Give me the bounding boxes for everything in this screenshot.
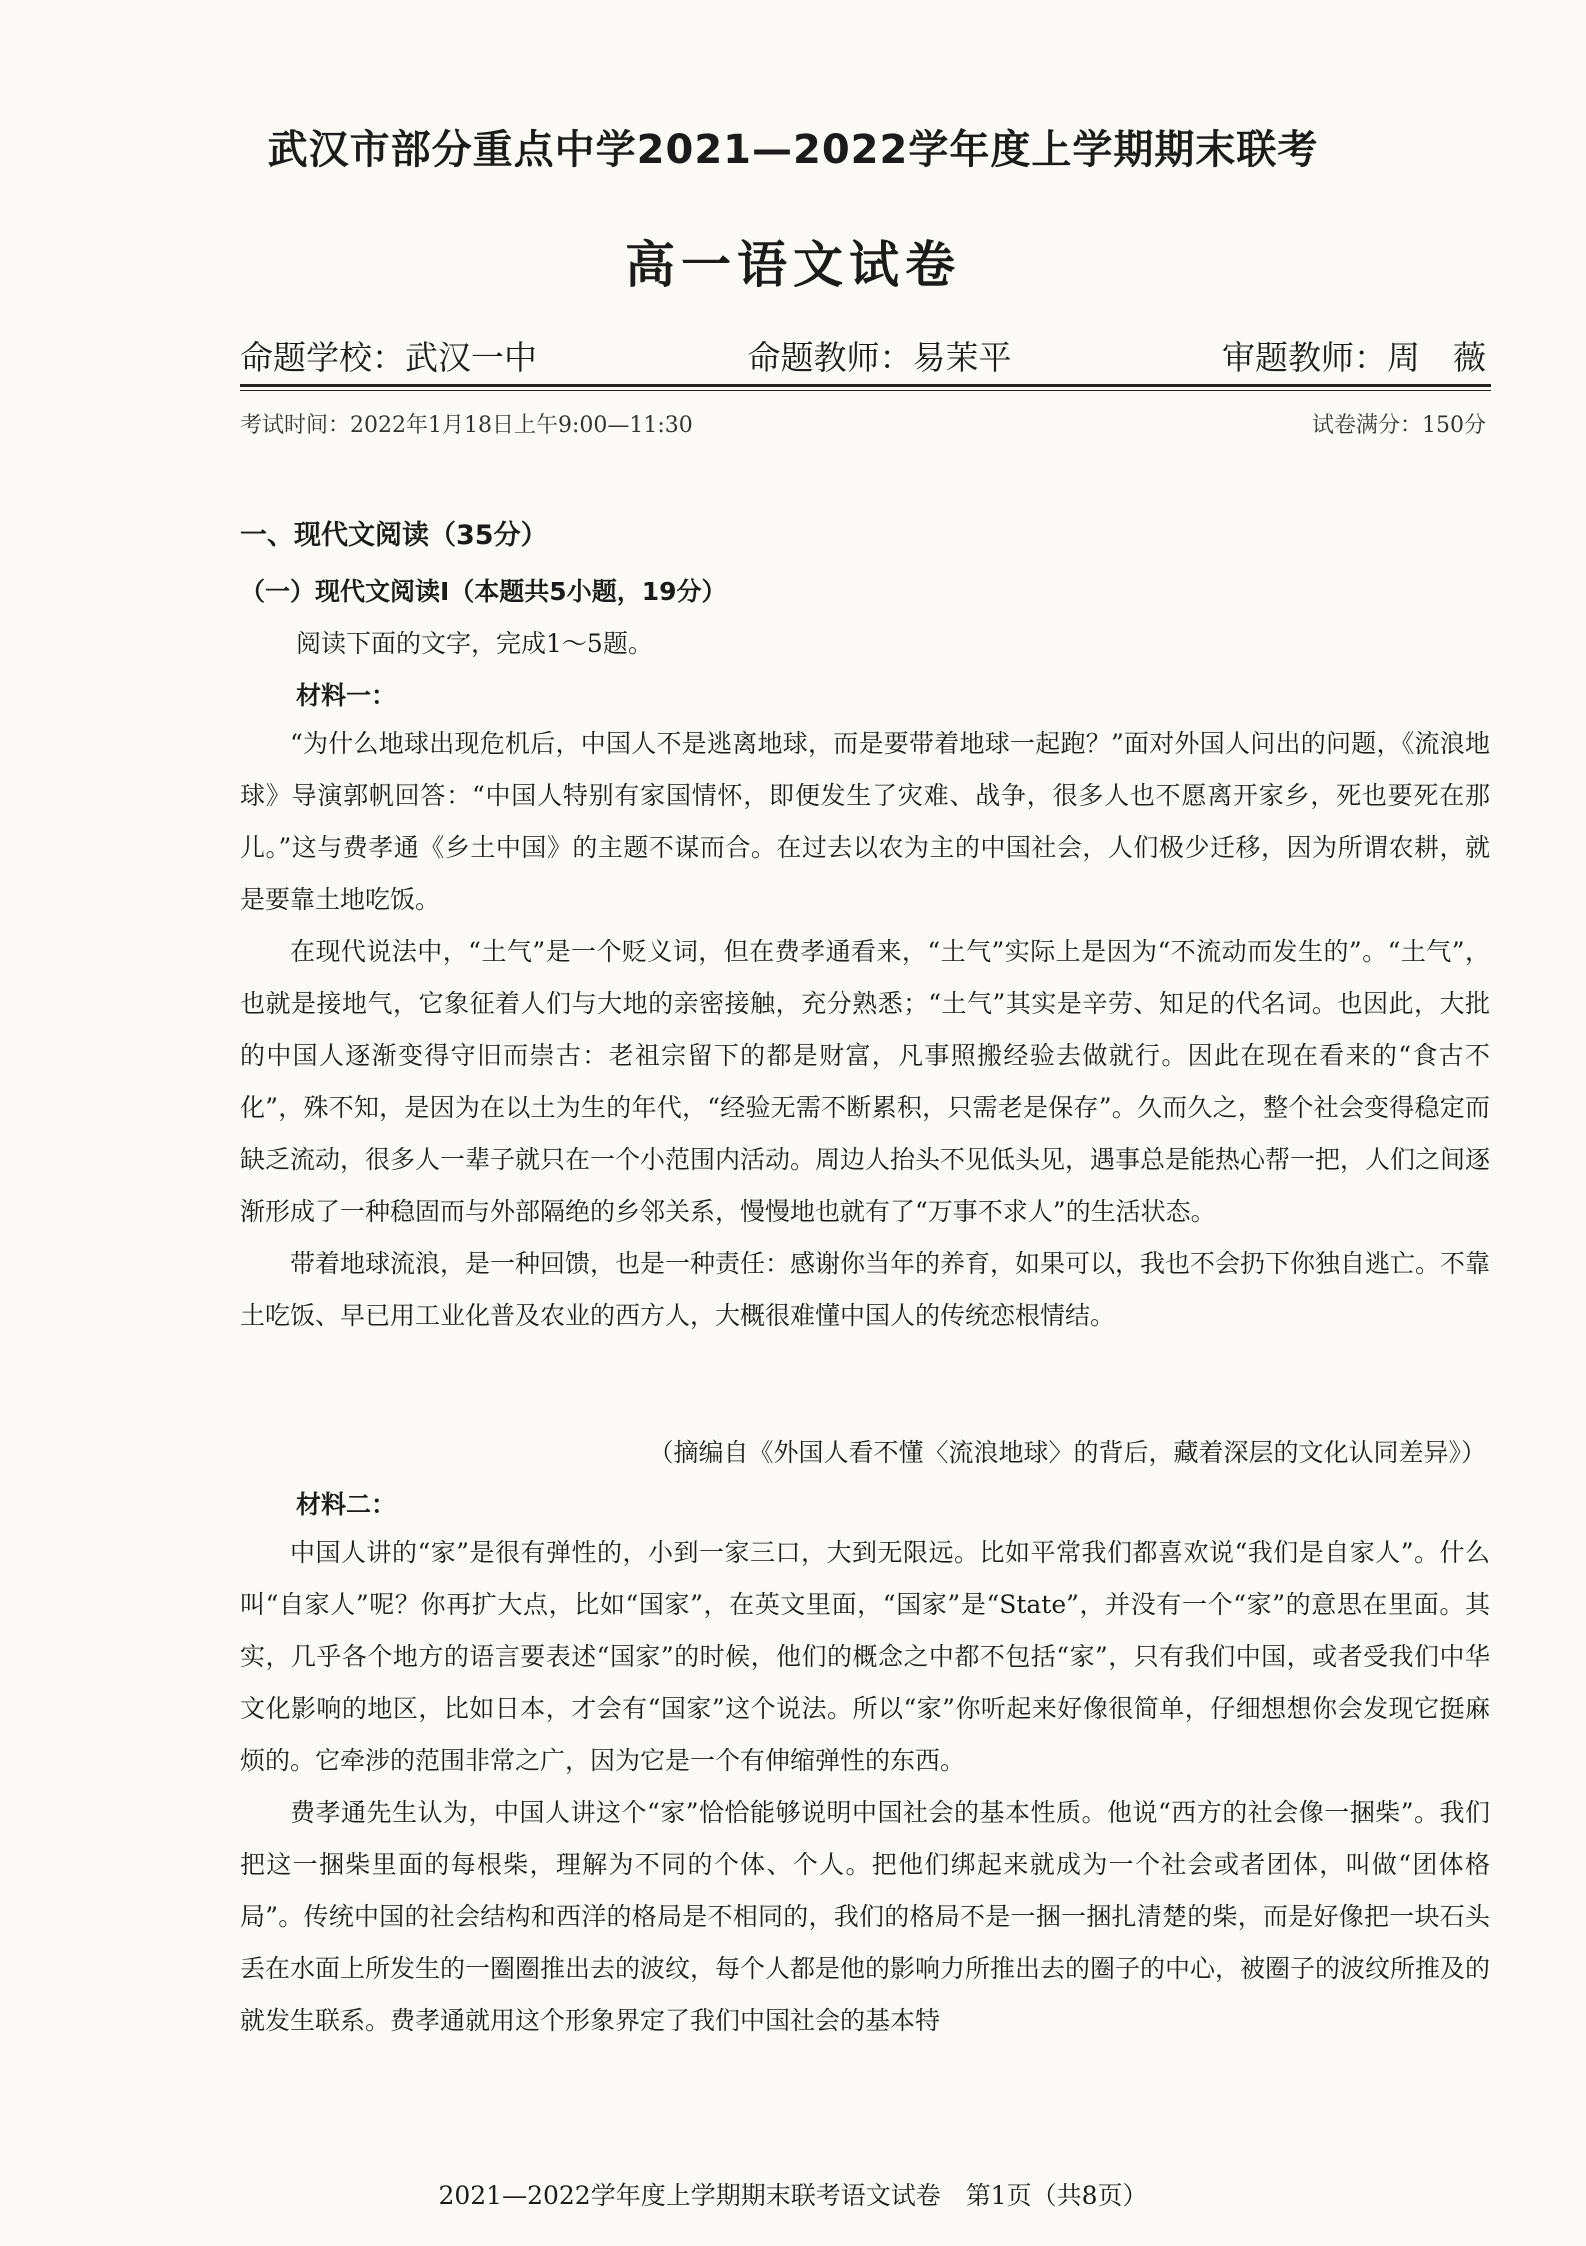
exam-title: 武汉市部分重点中学2021—2022学年度上学期期末联考: [267, 127, 1319, 173]
material-one-source: （摘编自《外国人看不懂〈流浪地球〉的背后，藏着深层的文化认同差异》）: [648, 1438, 1486, 1467]
credits-row: [240, 332, 1486, 379]
header-rule-thick: [240, 384, 1491, 387]
setter-teacher: 命题教师：易茉平: [747, 338, 1012, 377]
exam-time: 考试时间：2022年1月18日上午9:00—11:30: [240, 413, 693, 438]
paragraph: 中国人讲的“家”是很有弹性的，小到一家三口，大到无限远。比如平常我们都喜欢说“我们是自家人”。什么叫“自家人”呢？你再扩大点，比如“国家”，在英文里面，“国家”是“State”，并没有一个“家”的意思在里面。其实，几乎各个地方的语言要表述“国家”的时候，他们的概念之中都不包括“家”，只有我们中国，或者受我们中华文化影响的地区，比如日本，才会有“国家”这个说法。所以“家”你听起来好像很简单，仔细想想你会发现它挺麻烦的。它牵涉的范围非常之广，因为它是一个有伸缩弹性的东西。: [240, 1538, 1490, 1775]
paper-title: 高一语文试卷: [625, 236, 961, 294]
reading-instruction: 阅读下面的文字，完成1～5题。: [296, 629, 653, 658]
header-rule-thin: [240, 390, 1491, 391]
page-footer: 2021—2022学年度上学期期末联考语文试卷 第1页（共8页）: [438, 2181, 1148, 2210]
material-two-label: 材料二：: [296, 1490, 397, 1519]
reviewer-teacher: 审题教师：周 薇: [1222, 338, 1486, 377]
material-one-label: 材料一：: [296, 681, 397, 710]
material-one-text: [240, 718, 1490, 1342]
paragraph: 在现代说法中，“土气”是一个贬义词，但在费孝通看来，“土气”实际上是因为“不流动而发生的”。“土气”，也就是接地气，它象征着人们与大地的亲密接触，充分熟悉；“土气”其实是辛劳、知足的代名词。也因此，大批的中国人逐渐变得守旧而崇古：老祖宗留下的都是财富，凡事照搬经验去做就行。因此在现在看来的“食古不化”，殊不知，是因为在以土为生的年代，“经验无需不断累积，只需老是保存”。久而久之，整个社会变得稳定而缺乏流动，很多人一辈子就只在一个小范围内活动。周边人抬头不见低头见，遇事总是能热心帮一把，人们之间逐渐形成了一种稳固而与外部隔绝的乡邻关系，慢慢地也就有了“万事不求人”的生活状态。: [240, 937, 1491, 1226]
material-two-text: [240, 1527, 1490, 2047]
setter-school: 命题学校：武汉一中: [240, 338, 537, 377]
section-title: 一、现代文阅读（35分）: [240, 520, 548, 551]
paragraph: 带着地球流浪，是一种回馈，也是一种责任：感谢你当年的养育，如果可以，我也不会扔下你独自逃亡。不靠土吃饭、早已用工业化普及农业的西方人，大概很难懂中国人的传统恋根情结。: [240, 1249, 1491, 1330]
paragraph: “为什么地球出现危机后，中国人不是逃离地球，而是要带着地球一起跑？”面对外国人问出的问题，《流浪地球》导演郭帆回答：“中国人特别有家国情怀，即便发生了灾难、战争，很多人也不愿离开家乡，死也要死在那儿。”这与费孝通《乡土中国》的主题不谋而合。在过去以农为主的中国社会，人们极少迁移，因为所谓农耕，就是要靠土地吃饭。: [240, 729, 1490, 914]
full-score: 试卷满分：150分: [1312, 413, 1486, 438]
paragraph: 费孝通先生认为，中国人讲这个“家”恰恰能够说明中国社会的基本性质。他说“西方的社会像一捆柴”。我们把这一捆柴里面的每根柴，理解为不同的个体、个人。把他们绑起来就成为一个社会或者团体，叫做“团体格局”。传统中国的社会结构和西洋的格局是不相同的，我们的格局不是一捆一捆扎清楚的柴，而是好像把一块石头丢在水面上所发生的一圈圈推出去的波纹，每个人都是他的影响力所推出去的圈子的中心，被圈子的波纹所推及的就发生联系。费孝通就用这个形象界定了我们中国社会的基本特: [240, 1798, 1491, 2035]
exam-meta-row: [240, 408, 1486, 439]
subsection-title: （一）现代文阅读Ⅰ（本题共5小题，19分）: [240, 577, 727, 606]
